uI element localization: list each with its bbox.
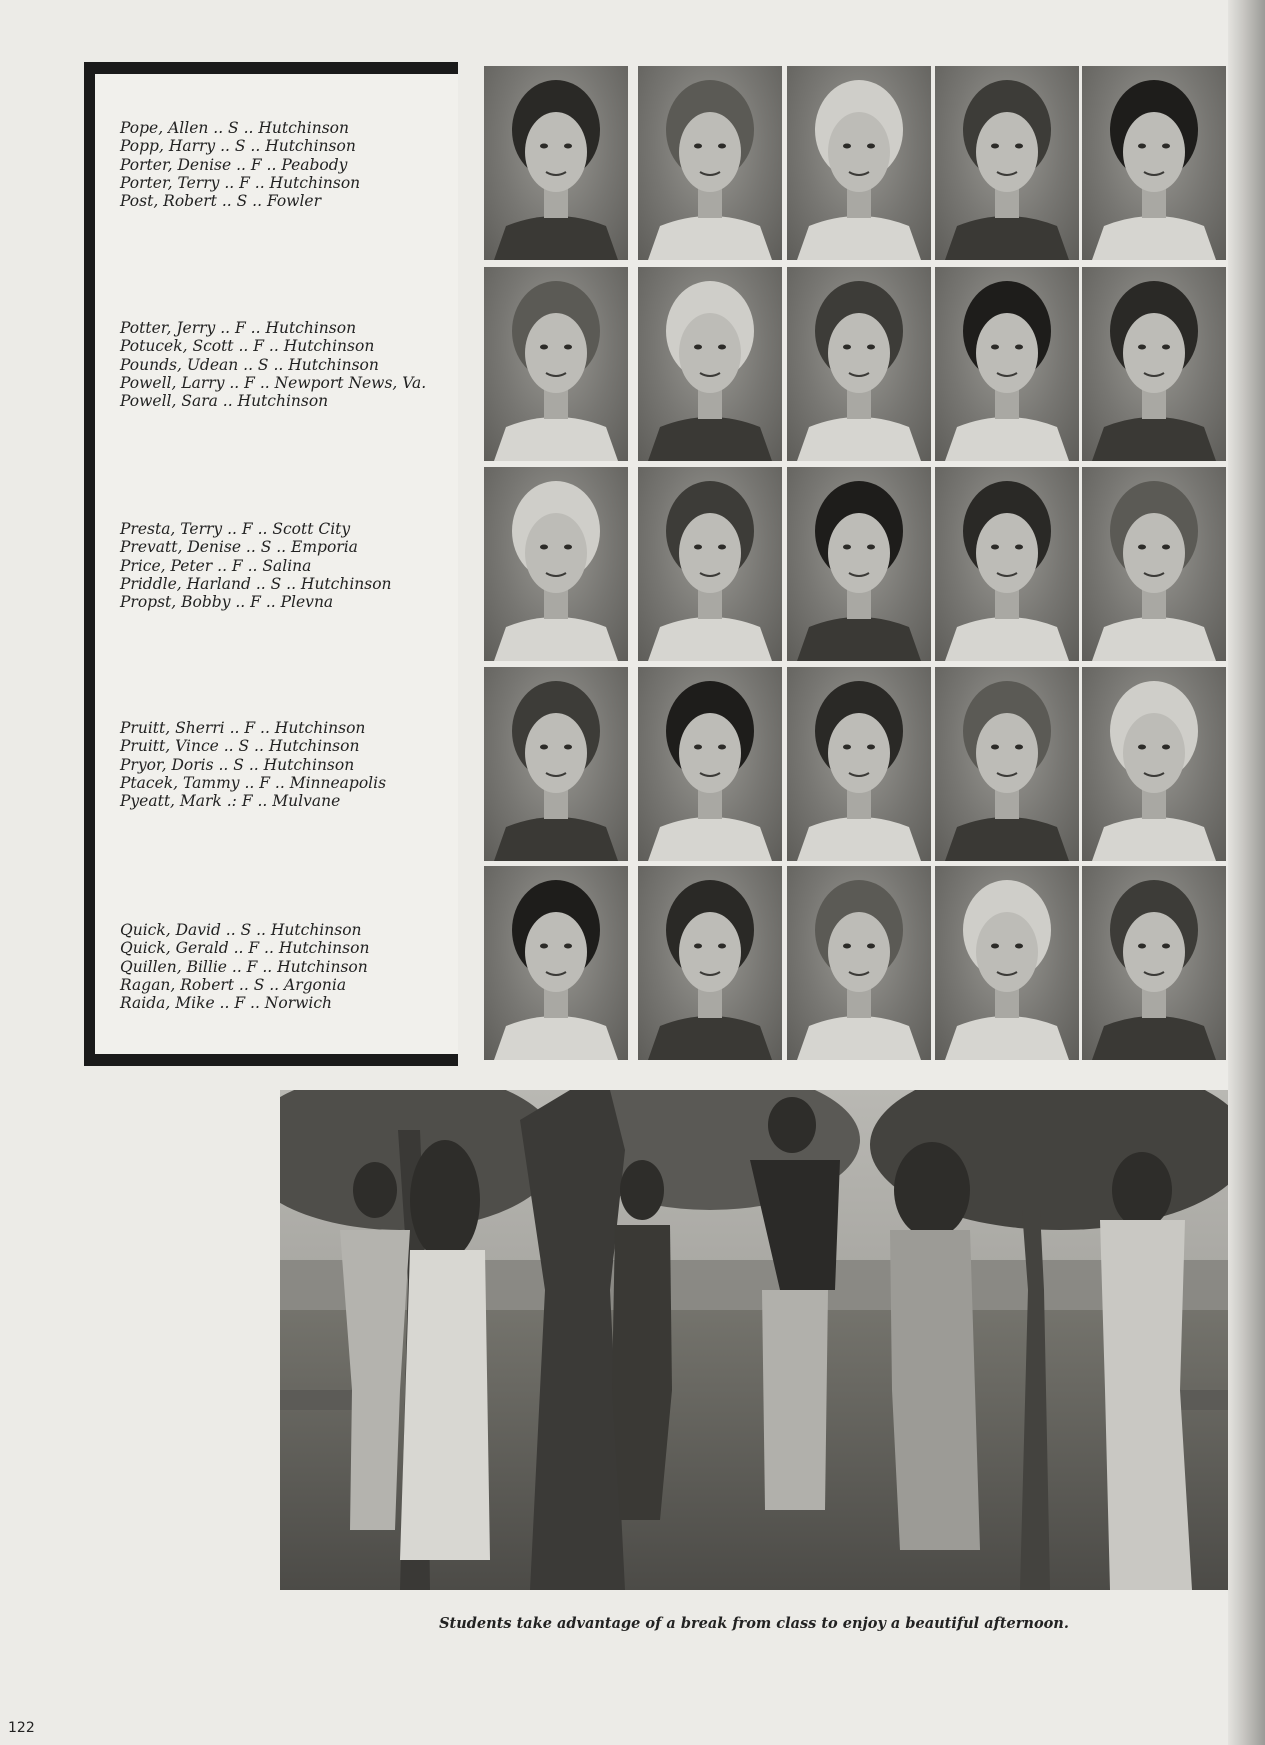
name-entry: Presta, Terry .. F .. Scott City [120, 520, 351, 538]
name-entry: Prevatt, Denise .. S .. Emporia [120, 538, 358, 557]
name-group-3 [120, 520, 460, 611]
page-number: 122 [8, 1720, 35, 1736]
portrait-photo [787, 866, 931, 1060]
portrait-photo [935, 866, 1079, 1060]
portrait-photo [935, 667, 1079, 861]
portrait-photo [787, 66, 931, 260]
page-binding-shadow [1228, 0, 1265, 1745]
name-entry: Ptacek, Tammy .. F .. Minneapolis [120, 773, 387, 792]
portrait-photo [787, 467, 931, 661]
name-group-2 [120, 319, 460, 410]
portrait-photo [935, 467, 1079, 661]
portrait-photo [1082, 66, 1226, 260]
name-entry: Pope, Allen .. S .. Hutchinson [120, 119, 349, 137]
name-entry: Porter, Denise .. F .. Peabody [120, 155, 348, 174]
portrait-photo [1082, 866, 1226, 1060]
candid-photo [280, 1090, 1228, 1590]
candid-photo-image [280, 1090, 1228, 1590]
portrait-photo [787, 667, 931, 861]
name-entry: Priddle, Harland .. S .. Hutchinson [120, 574, 392, 593]
name-entry: Ragan, Robert .. S .. Argonia [120, 975, 347, 994]
name-entry: Powell, Sara .. Hutchinson [120, 392, 329, 411]
name-group-1 [120, 119, 460, 210]
name-entry: Powell, Larry .. F .. Newport News, Va. [120, 373, 427, 392]
name-entry: Propst, Bobby .. F .. Plevna [120, 593, 334, 612]
portrait-photo [638, 267, 782, 461]
portrait-photo [638, 667, 782, 861]
portrait-photo [484, 866, 628, 1060]
portrait-photo [1082, 267, 1226, 461]
name-entry: Quick, David .. S .. Hutchinson [120, 921, 362, 939]
portrait-photo [638, 66, 782, 260]
name-entry: Popp, Harry .. S .. Hutchinson [120, 137, 356, 156]
name-entry: Price, Peter .. F .. Salina [120, 556, 312, 575]
photo-caption: Students take advantage of a break from class to enjoy a beautiful afternoon. [439, 1615, 1069, 1632]
portrait-photo [935, 66, 1079, 260]
name-entry: Pruitt, Sherri .. F .. Hutchinson [120, 719, 366, 737]
name-entry: Pyeatt, Mark .: F .. Mulvane [120, 792, 341, 811]
portrait-photo [484, 66, 628, 260]
portrait-photo [935, 267, 1079, 461]
name-entry: Pruitt, Vince .. S .. Hutchinson [120, 737, 360, 756]
name-entry: Pounds, Udean .. S .. Hutchinson [120, 355, 379, 374]
portrait-photo [484, 467, 628, 661]
name-entry: Porter, Terry .. F .. Hutchinson [120, 173, 361, 192]
portrait-photo [787, 267, 931, 461]
name-entry: Potucek, Scott .. F .. Hutchinson [120, 337, 375, 356]
portrait-photo [1082, 667, 1226, 861]
name-entry: Quillen, Billie .. F .. Hutchinson [120, 957, 368, 976]
portrait-photo [484, 267, 628, 461]
name-group-5 [120, 921, 460, 1012]
portrait-photo [638, 866, 782, 1060]
portrait-grid [484, 66, 1228, 1065]
name-group-4 [120, 719, 460, 810]
name-entry: Potter, Jerry .. F .. Hutchinson [120, 319, 357, 337]
name-entry: Post, Robert .. S .. Fowler [120, 192, 321, 211]
name-entry: Pryor, Doris .. S .. Hutchinson [120, 755, 355, 774]
portrait-photo [484, 667, 628, 861]
name-entry: Raida, Mike .. F .. Norwich [120, 994, 332, 1013]
portrait-photo [638, 467, 782, 661]
portrait-photo [1082, 467, 1226, 661]
name-entry: Quick, Gerald .. F .. Hutchinson [120, 939, 370, 958]
